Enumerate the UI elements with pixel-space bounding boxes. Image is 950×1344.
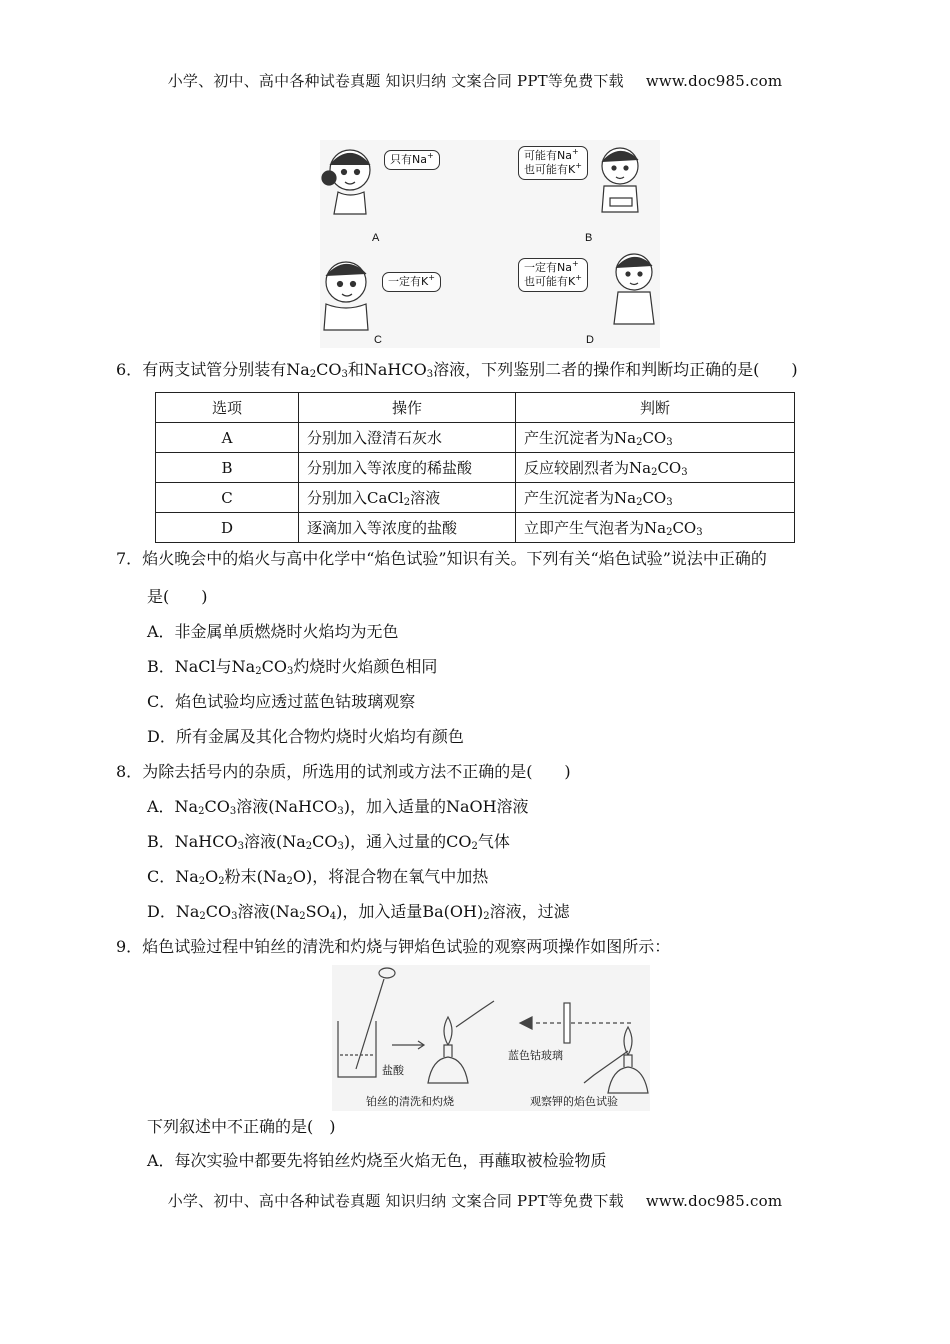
flame-icon [444, 1017, 452, 1045]
cartoon-illustration [320, 140, 660, 348]
q8-option-d: D．$Na_2CO_3$溶液$(Na_2SO_4)$，加入适量$Ba(OH)_2$溶液，过滤 [147, 902, 570, 922]
judgement-cell: 产生沉淀者为$Na_2CO_3$ [516, 483, 795, 513]
boy-d-icon [614, 254, 654, 324]
question-7-stem: 7．焰火晚会中的焰火与高中化学中“焰色试验”知识有关。下列有关“焰色试验”说法中正确的 [116, 549, 767, 568]
page-footer [0, 1190, 950, 1211]
q8-option-c: C．$Na_2O_2$粉末$(Na_2O)$，将混合物在氧气中加热 [147, 867, 489, 887]
arrow-icon [392, 1041, 424, 1049]
label-c: C [374, 334, 382, 346]
flame-test-illustration [332, 965, 650, 1111]
header-text: 小学、初中、高中各种试卷真题 知识归纳 文案合同 PPT等免费下载 [167, 72, 624, 90]
table-header-cell: 选项 [156, 393, 299, 423]
judgement-cell: 立即产生气泡者为$Na_2CO_3$ [516, 513, 795, 543]
question-8-stem: 8．为除去括号内的杂质，所选用的试剂或方法不正确的是( ) [116, 762, 571, 781]
bubble-a: 只有Na+ [384, 150, 440, 170]
operation-cell: 逐滴加入等浓度的盐酸 [299, 513, 516, 543]
operation-cell: 分别加入CaCl$_2$溶液 [299, 483, 516, 513]
label-b: B [585, 232, 593, 244]
question-6-table [155, 392, 795, 543]
table-row [156, 483, 795, 513]
boy-b-icon [602, 148, 638, 212]
table-row [156, 513, 795, 543]
footer-text: 小学、初中、高中各种试卷真题 知识归纳 文案合同 PPT等免费下载 [167, 1192, 624, 1210]
caption-right: 观察钾的焰色试验 [530, 1095, 618, 1108]
option-cell: B [156, 453, 299, 483]
alcohol-lamp-icon [428, 1057, 468, 1083]
header-url[interactable]: www.doc985.com [645, 72, 783, 90]
q7-option-c: C．焰色试验均应透过蓝色钴玻璃观察 [147, 692, 416, 711]
judgement-cell: 反应较剧烈者为$Na_2CO_3$ [516, 453, 795, 483]
q7-option-b: B．NaCl与$Na_2CO_3$灼烧时火焰颜色相同 [147, 657, 438, 677]
footer-url[interactable]: www.doc985.com [645, 1192, 783, 1210]
question-7-stem-line2: 是( ) [147, 587, 208, 606]
flame-test-figure [332, 965, 650, 1111]
beaker-icon [338, 1021, 376, 1077]
label-cobalt-glass: 蓝色钴玻璃 [508, 1049, 563, 1062]
q8-option-b: B．NaHCO$_3$溶液$(Na_2CO_3)$，通入过量的$CO_2$气体 [147, 832, 510, 852]
bubble-d: 一定有Na+ 也可能有K+ [518, 258, 588, 292]
option-cell: D [156, 513, 299, 543]
question-9-stem: 9．焰色试验过程中铂丝的清洗和灼烧与钾焰色试验的观察两项操作如图所示： [116, 937, 671, 956]
judgement-cell: 产生沉淀者为$Na_2CO_3$ [516, 423, 795, 453]
caption-left: 铂丝的清洗和灼烧 [366, 1095, 454, 1108]
bubble-b: 可能有Na+ 也可能有K+ [518, 146, 588, 180]
table-row [156, 423, 795, 453]
option-cell: A [156, 423, 299, 453]
q7-option-d: D．所有金属及其化合物灼烧时火焰均有颜色 [147, 727, 464, 746]
question-9-follow: 下列叙述中不正确的是( ) [147, 1117, 336, 1136]
table-header-cell: 判断 [516, 393, 795, 423]
table-header-row [156, 393, 795, 423]
label-a: A [372, 232, 380, 244]
operation-cell: 分别加入等浓度的稀盐酸 [299, 453, 516, 483]
label-acid: 盐酸 [382, 1064, 404, 1077]
eye-icon [520, 1017, 532, 1029]
question-6-stem: 6．有两支试管分别装有$Na_2CO_3$和NaHCO$_3$溶液，下列鉴别二者的操作和判断均正确的是( ) [116, 360, 798, 380]
q8-option-a: A．$Na_2CO_3$溶液(NaHCO$_3$)，加入适量的NaOH溶液 [147, 797, 529, 817]
q7-option-a: A．非金属单质燃烧时火焰均为无色 [147, 622, 399, 641]
bubble-c: 一定有K+ [382, 272, 441, 292]
label-d: D [586, 334, 594, 346]
girl-a-icon [322, 150, 370, 214]
operation-cell: 分别加入澄清石灰水 [299, 423, 516, 453]
boy-c-icon [324, 262, 368, 330]
table-row [156, 453, 795, 483]
q9-option-a: A．每次实验中都要先将铂丝灼烧至火焰无色，再蘸取被检验物质 [147, 1151, 607, 1170]
option-cell: C [156, 483, 299, 513]
table-header-cell: 操作 [299, 393, 516, 423]
cobalt-glass-icon [564, 1003, 570, 1043]
page-header [0, 70, 950, 91]
cartoon-figure [320, 140, 660, 348]
